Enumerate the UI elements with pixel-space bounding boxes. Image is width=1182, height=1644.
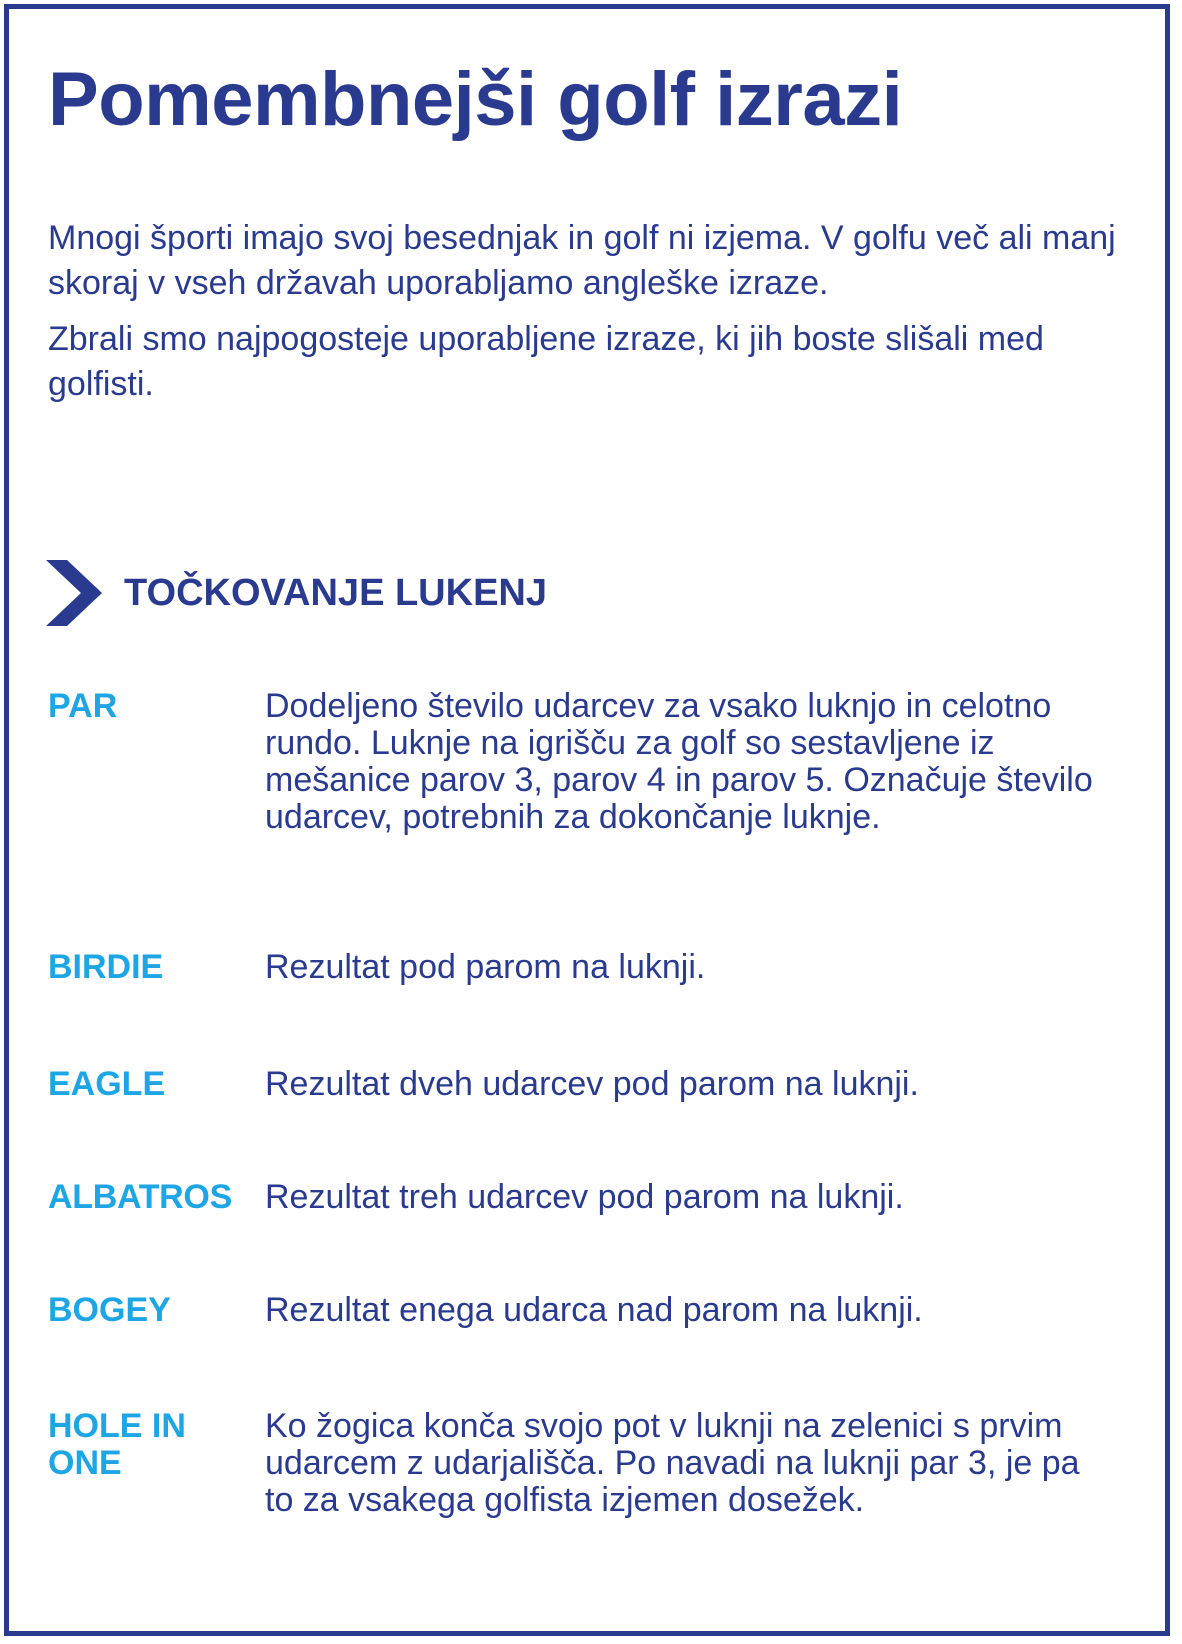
page-title: Pomembnejši golf izrazi: [48, 57, 903, 142]
term-par: PAR: [48, 687, 118, 725]
section-title: TOČKOVANJE LUKENJ: [124, 572, 547, 614]
definition-albatros: Rezultat treh udarcev pod parom na luknji.: [265, 1178, 904, 1216]
term-eagle: EAGLE: [48, 1065, 166, 1103]
definition-birdie: Rezultat pod parom na luknji.: [265, 948, 706, 986]
definition-par: Dodeljeno število udarcev za vsako luknjo in celotno rundo. Luknje na igrišču za golf so sestavljene iz mešanice parov 3, parov 4 in parov 5. Označuje število udarcev, potrebnih za dokončanje luknje.: [265, 687, 1093, 836]
section-heading: [46, 560, 547, 626]
definition-hole-in-one: Ko žogica konča svojo pot v luknji na zelenici s prvim udarcem z udarjališča. Po navadi na luknji par 3, je pa to za vsakega golfista izjemen dosežek.: [265, 1407, 1080, 1519]
term-birdie: BIRDIE: [48, 948, 164, 986]
intro-text: [48, 216, 1128, 407]
term-hole-in-one: HOLE IN ONE: [48, 1407, 186, 1482]
term-bogey: BOGEY: [48, 1291, 171, 1329]
chevron-right-icon: [46, 560, 102, 626]
intro-paragraph-2: Zbrali smo najpogosteje uporabljene izraze, ki jih boste slišali med golfisti.: [48, 320, 1044, 403]
intro-paragraph-1: Mnogi športi imajo svoj besednjak in golf ni izjema. V golfu več ali manj skoraj v vseh državah uporabljamo angleške izraze.: [48, 219, 1116, 302]
definition-bogey: Rezultat enega udarca nad parom na luknji.: [265, 1291, 923, 1329]
definition-eagle: Rezultat dveh udarcev pod parom na luknji.: [265, 1065, 919, 1103]
term-albatros: ALBATROS: [48, 1178, 232, 1216]
